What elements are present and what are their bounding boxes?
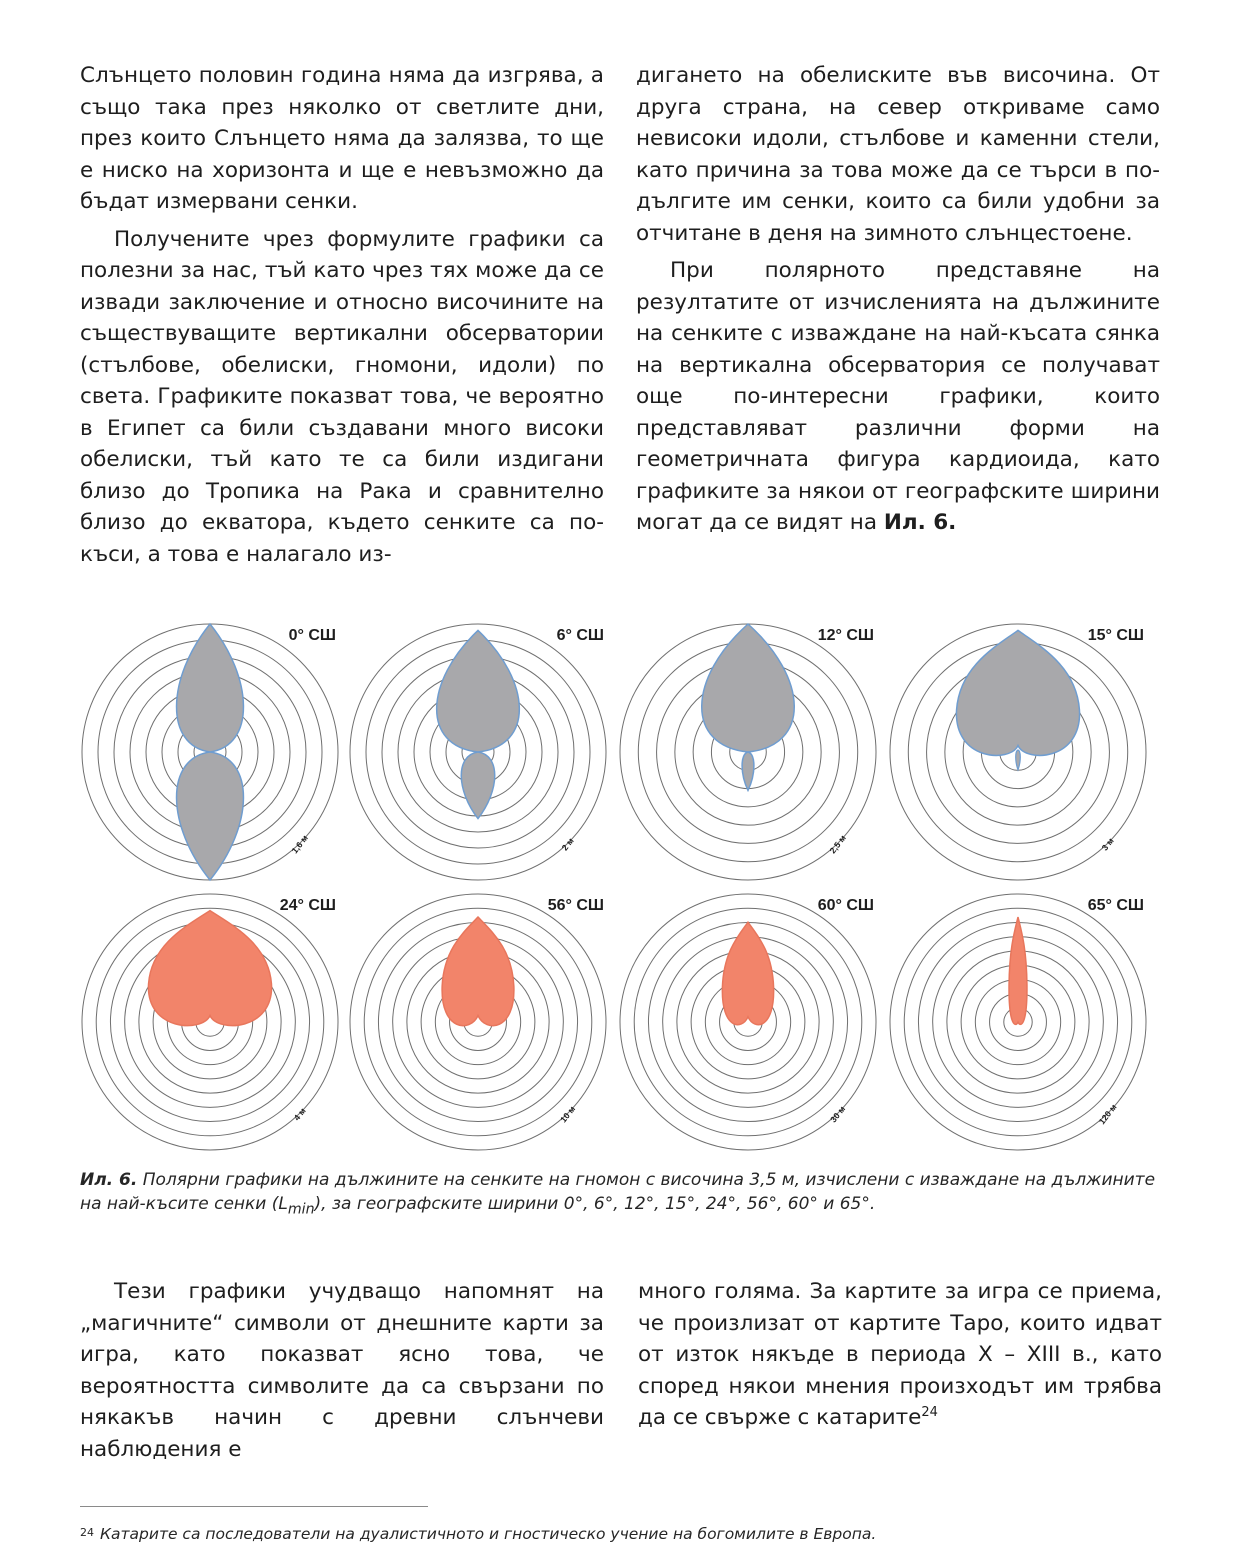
paragraph-text: много голяма. За картите за игра се приема, че произлизат от картите Таро, които идват от изток някъде в периода X – XIII в., като според някои мнения произходът им трябва да се свърже с катарите (638, 1279, 1162, 1430)
paragraph: Тези графики учудващо напомнят на „магичните“ символи от днешните карти за игра, като показват ясно това, че вероятността символите да са свързани по някакъв начин с древни слънчеви наблюдения е (80, 1279, 604, 1462)
figure-reference[interactable]: Ил. 6. (883, 510, 957, 535)
scale-label: 2 м (559, 835, 576, 853)
scale-label: 30 м (828, 1103, 848, 1125)
polar-chart-12 (620, 624, 876, 880)
figure-caption (80, 1168, 1165, 1221)
footnote-text: Катарите са последователи на дуалистичното и гностическо учение на богомилите в Европа. (100, 1525, 877, 1543)
footnote-reference[interactable]: 24 (921, 1405, 938, 1420)
scale-label: 4 м (291, 1105, 308, 1123)
caption-text: Полярни графики на дължините на сенките на гномон с височина 3,5 м, изчислени с изваждане на дължините на най-късите сенки (L (80, 1170, 1156, 1214)
footnote-separator (80, 1506, 428, 1507)
latitude-label: 56° СШ (547, 897, 604, 914)
shadow-curve-lower (742, 752, 754, 790)
shadow-curve-upper (177, 624, 244, 752)
scale-label: 3 м (1099, 835, 1116, 853)
paragraph: Получените чрез формулите графики са полезни за нас, тъй като чрез тях може да се извади заключение и относно височините на съществуващите вертикални обсерватории (стълбове, обелиски, гномони, идоли) по света. Графиките показват това, че вероятно в Египет са били създавани много високи обелиски, тъй като те са били издигани близо до Тропика на Рака и сравнително близо до екватора, където сенките са по-къси, а това е налагало из- (80, 226, 604, 567)
scale-label: 120 м (1096, 1102, 1119, 1127)
caption-text-end: ), за географските ширини 0°, 6°, 12°, 15°, 24°, 56°, 60° и 65°. (314, 1194, 876, 1214)
polar-chart-60 (620, 894, 876, 1150)
latitude-label: 0° СШ (288, 627, 336, 644)
latitude-label: 6° СШ (556, 627, 604, 644)
polar-chart-56 (350, 894, 606, 1150)
paragraph: Слънцето половин година няма да изгрява, а също така през няколко от светлите дни, през които Слънцето няма да залязва, то ще е ниско на хоризонта и ще е невъзможно да бъдат измервани сенки. (80, 63, 604, 214)
footnote-number: 24 (80, 1526, 94, 1539)
polar-chart-0 (82, 624, 338, 880)
text-column-top-right (636, 60, 1160, 539)
polar-charts-figure (78, 620, 1168, 1160)
caption-label: Ил. 6. (80, 1170, 138, 1190)
latitude-label: 60° СШ (817, 897, 874, 914)
latitude-label: 65° СШ (1087, 897, 1144, 914)
latitude-label: 12° СШ (817, 627, 874, 644)
shadow-curve-cardioid (1009, 917, 1027, 1024)
polar-chart-24 (82, 894, 338, 1150)
shadow-curve-spike (1016, 750, 1021, 770)
footnote (80, 1522, 1180, 1545)
text-column-bottom-right (638, 1276, 1162, 1434)
paragraph (636, 255, 1160, 539)
shadow-curve-cardioid (442, 917, 514, 1026)
shadow-curve-cardioid (148, 911, 271, 1026)
shadow-curve-upper (437, 630, 520, 752)
text-column-top-left (80, 60, 604, 570)
latitude-label: 24° СШ (279, 897, 336, 914)
polar-chart-65 (890, 894, 1146, 1150)
paragraph: дигането на обелиските във височина. От друга страна, на север откриваме само невисоки идоли, стълбове и каменни стели, като причина за това може да се търси в по-дългите им сенки, които са били удобни за отчитане в деня на зимното слънцестоене. (636, 63, 1160, 246)
shadow-curve-cardioid (956, 630, 1079, 755)
polar-chart-15 (890, 624, 1146, 880)
paragraph-text: При полярното представяне на резултатите от изчисленията на дължините на сенките с изваждане на най-късата сянка на вертикална обсерватория се получават още по-интересни графики, които представляват различни форми на геометричната фигура кардиоида, като графиките за някои от географските ширини могат да се видят на (636, 258, 1160, 535)
scale-label: 1,6 м (289, 833, 310, 856)
scale-label: 2,5 м (827, 833, 848, 856)
paragraph (638, 1276, 1162, 1434)
text-column-bottom-left (80, 1276, 604, 1465)
polar-chart-6 (350, 624, 606, 880)
shadow-curve-lower (461, 752, 494, 819)
shadow-curve-upper (702, 624, 795, 752)
latitude-label: 15° СШ (1087, 627, 1144, 644)
shadow-curve-cardioid (722, 922, 773, 1025)
caption-subscript: min (287, 1201, 315, 1218)
shadow-curve-lower (177, 752, 244, 880)
scale-label: 10 м (558, 1103, 578, 1125)
